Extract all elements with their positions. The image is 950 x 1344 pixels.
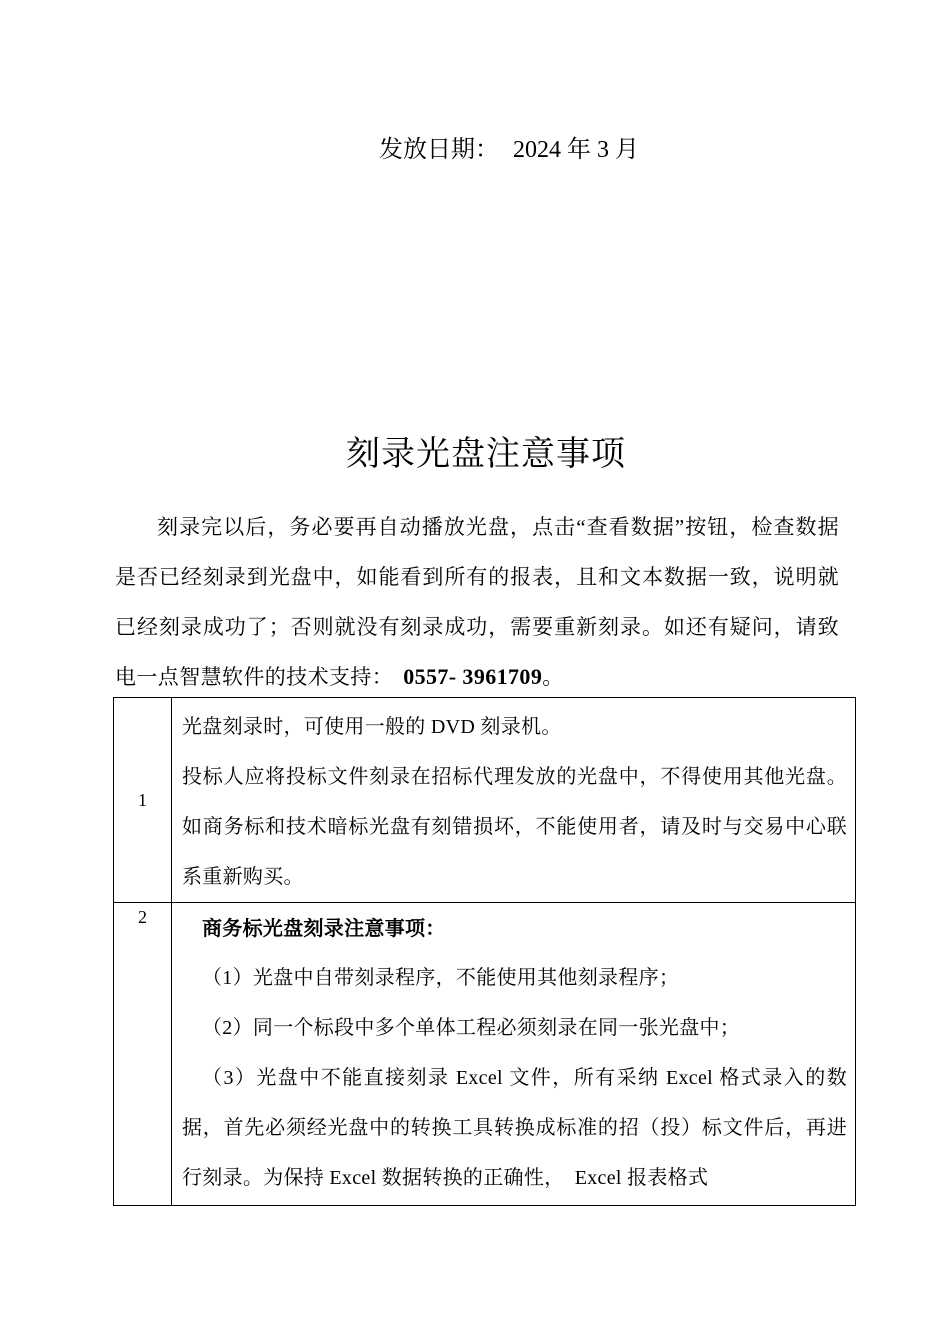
row-paragraph: 投标人应将投标文件刻录在招标代理发放的光盘中，不得使用其他光盘。如商务标和技术暗标光盘有刻错损坏，不能使用者，请及时与交易中心联系重新购买。: [182, 766, 847, 888]
intro-paragraph: [115, 502, 839, 702]
list-item: （2）同一个标段中多个单体工程必须刻录在同一张光盘中；: [202, 1017, 741, 1039]
intro-end: 。: [542, 665, 564, 689]
row-content: [172, 903, 856, 1206]
support-phone: 0557- 3961709: [403, 664, 543, 689]
table-row: [114, 698, 856, 903]
list-item: （1）光盘中自带刻录程序，不能使用其他刻录程序；: [202, 967, 680, 989]
issue-date-label: 发放日期：: [379, 137, 499, 163]
issue-date: [0, 132, 950, 168]
list-item: （3）光盘中不能直接刻录 Excel 文件，所有采纳 Excel 格式录入的数据，首先必须经光盘中的转换工具转换成标准的招（投）标文件后，再进行刻录。为保持 Excel 数据转换的正确性， Excel 报表格式: [182, 1067, 847, 1189]
document-title: 刻录光盘注意事项: [346, 436, 626, 473]
row-number: 1: [114, 698, 172, 903]
row-paragraph: 光盘刻录时，可使用一般的 DVD 刻录机。: [182, 716, 562, 738]
table-row: [114, 903, 856, 1206]
row-heading: 商务标光盘刻录注意事项：: [202, 918, 446, 940]
issue-date-value: 2024 年 3 月: [513, 137, 639, 163]
row-content: [172, 698, 856, 903]
intro-text: 刻录完以后，务必要再自动播放光盘，点击“查看数据”按钮，检查数据是否已经刻录到光盘中，如能看到所有的报表，且和文本数据一致，说明就已经刻录成功了；否则就没有刻录成功，需要重新刻录。如还有疑问，请致电一点智慧软件的技术支持：: [115, 515, 839, 689]
row-number: 2: [114, 903, 172, 1206]
notes-table: [113, 697, 856, 1206]
